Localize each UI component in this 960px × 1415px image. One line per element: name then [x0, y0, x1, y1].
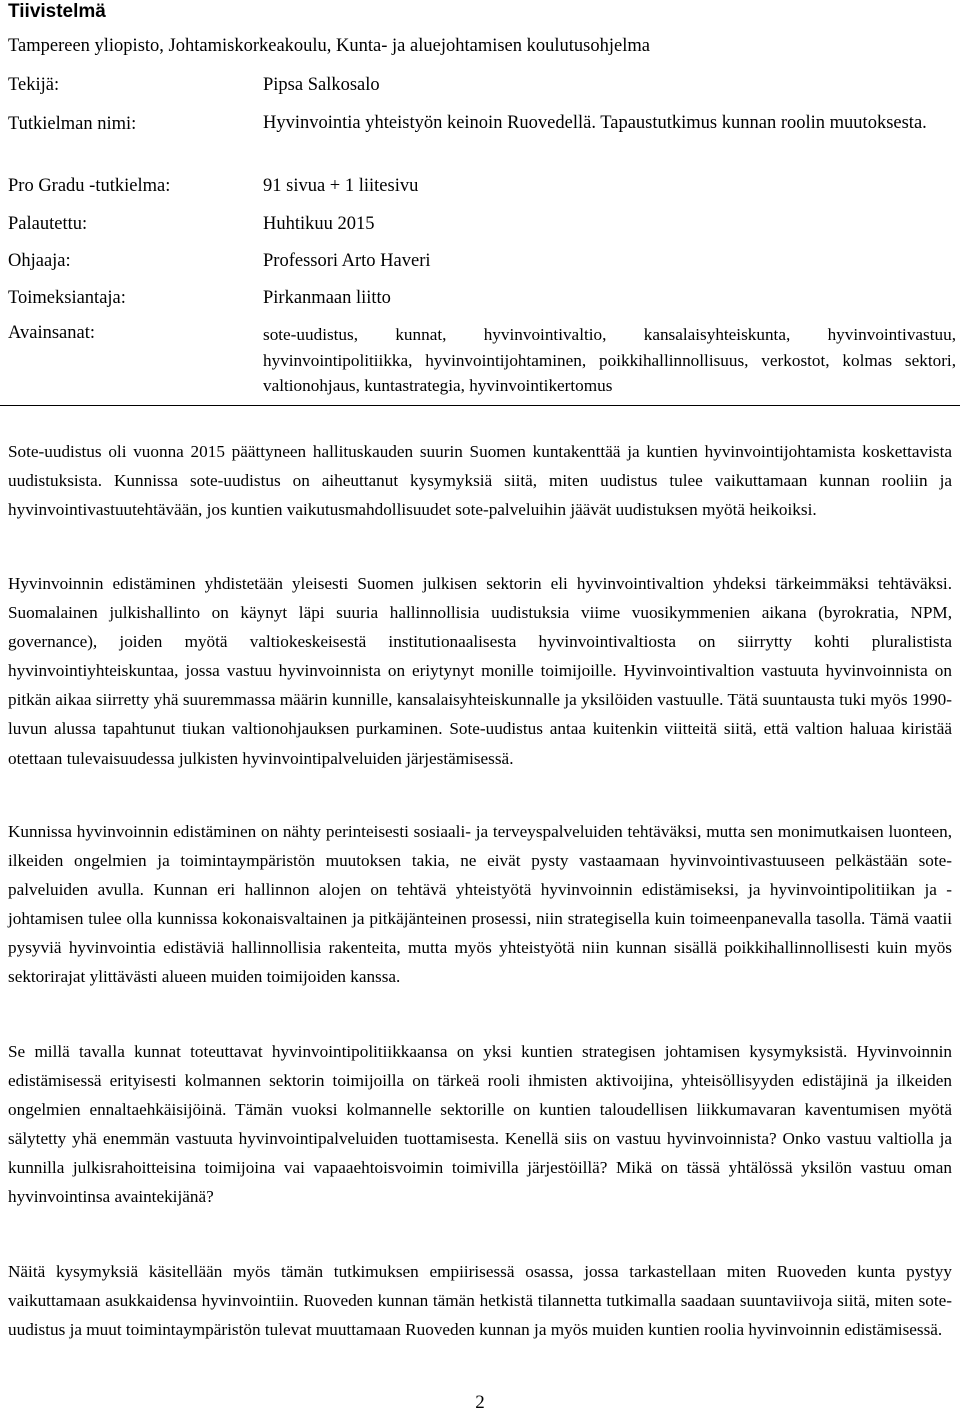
thesis-name-label: Tutkielman nimi:	[8, 114, 137, 134]
type-label: Pro Gradu -tutkielma:	[8, 176, 171, 196]
keywords-value: sote-uudistus, kunnat, hyvinvointivaltio, kansalaisyhteiskunta, hyvinvointivastuu, hyvinvointipolitiikka, hyvinvointijohtaminen, poikkihallinnollisuus, verkostot, kolmas sektori, valtionohjaus, kuntastrategia, hyvinvointikertomus	[263, 325, 956, 395]
paragraph-2: Hyvinvoinnin edistäminen yhdistetään yleisesti Suomen julkisen sektorin eli hyvinvointivaltion yhdeksi tärkeimmäksi tehtäväksi. Suomalainen julkishallinto on käynyt läpi suuria hallinnollisia uudistuksia viime vuosikymmenien aikana (byrokratia, NPM, governance), joiden myötä valtiokeskeisestä institutionaalisesta hyvinvointivaltiosta on siirrytty kohti pluralistista hyvinvointiyhteiskuntaa, jossa vastuu hyvinvoinnista on eriytynyt monille toimijoille. Hyvinvointivaltion vastuuta hyvinvoinnista on pitkän aikaa siirretty yhä suuremmassa määrin kunnille, kansalaisyhteiskunnalle ja yksilöiden vastuulle. Tätä suuntausta tuki myös 1990-luvun alussa tapahtunut tiukan valtionohjauksen purkaminen. Sote-uudistus antaa kuitenkin viitteitä siitä, että valtion haluaa kiristää otettaan tulevaisuudessa julkisten hyvinvointipalveluiden järjestämisessä.	[8, 574, 952, 768]
thesis-name-value: Hyvinvointia yhteistyön keinoin Ruovedellä. Tapaustutkimus kunnan roolin muutoksesta.	[263, 113, 927, 133]
supervisor-label: Ohjaaja:	[8, 251, 71, 271]
divider	[0, 405, 960, 406]
page-title: Tiivistelmä	[8, 1, 106, 22]
paragraph-3: Kunnissa hyvinvoinnin edistäminen on nähty perinteisesti sosiaali- ja terveyspalveluiden tehtäväksi, mutta sen monimutkaisen luonteen, ilkeiden ongelmien ja toimintaympäristön muutoksen takia, ne eivät pysty vastaamaan hyvinvointivastuuseen pelkästään sote-palveluiden avulla. Kunnan eri hallinnon alojen on tehtävä yhteistyötä hyvinvoinnin edistämiseksi, ja hyvinvointipolitiikan ja -johtamisen tulee olla kunnissa kokonaisvaltainen ja pitkäjänteinen prosessi, niin strategisella kuin toimeenpanevalla tasolla. Tämä vaatii pysyviä hyvinvointia edistäviä hallinnollisia rakenteita, mutta myös yhteistyötä niin kunnan sisällä poikkihallinnollisesti kuin myös sektorirajat ylittävästi alueen muiden toimijoiden kanssa.	[8, 822, 952, 987]
supervisor-value: Professori Arto Haveri	[263, 251, 431, 271]
author-label: Tekijä:	[8, 75, 60, 95]
author-value: Pipsa Salkosalo	[263, 75, 380, 95]
paragraph-5: Näitä kysymyksiä käsitellään myös tämän tutkimuksen empiirisessä osassa, jossa tarkastellaan miten Ruoveden kunta pystyy vaikuttamaan asukkaidensa hyvinvointiin. Ruoveden kunnan tämän hetkistä tilannetta tutkimalla saadaan suuntaviivoja siitä, miten sote-uudistus ja muut toimintaympäristön tulevat muuttamaan Ruoveden kunnan ja myös muiden kuntien roolia hyvinvoinnin edistämisessä.	[8, 1262, 952, 1340]
page-number: 2	[475, 1392, 485, 1413]
keywords-label: Avainsanat:	[8, 323, 95, 343]
type-value: 91 sivua + 1 liitesivu	[263, 176, 419, 196]
returned-label: Palautettu:	[8, 214, 88, 234]
paragraph-1: Sote-uudistus oli vuonna 2015 päättyneen hallituskauden suurin Suomen kuntakenttää ja kuntien hyvinvointijohtamista koskettavista uudistuksista. Kunnissa sote-uudistus on aiheuttanut kysymyksiä siitä, miten uudistus tulee vaikuttamaan kunnan rooliin ja hyvinvointivastuutehtävään, jos kuntien vaikutusmahdollisuudet sote-palveluihin jäävät uudistuksen myötä heikoiksi.	[8, 442, 952, 520]
commissioner-label: Toimeksiantaja:	[8, 288, 126, 308]
paragraph-4: Se millä tavalla kunnat toteuttavat hyvinvointipolitiikkaansa on yksi kuntien strategisen johtamisen kysymyksistä. Hyvinvoinnin edistämisessä erityisesti kolmannen sektorin toimijoilla on tärkeä rooli ihmisten aktivoijina, yhteisöllisyyden edistäjinä ja ilkeiden ongelmien ennaltaehkäisijöinä. Tämän vuoksi kolmannelle sektorille on kuntien taloudellisen liikkumavaran kaventumisen myötä sälytetty yhä enemmän vastuuta hyvinvointipalveluiden tuottamisesta. Kenellä siis on vastuu hyvinvoinnista? Onko vastuu valtiolla ja kunnilla julkisrahoitteisina toimijoina vai vapaaehtoisvoimin toimivilla järjestöillä? Mikä on tässä yhtälössä yksilön vastuu oman hyvinvointinsa avaintekijänä?	[8, 1042, 952, 1207]
commissioner-value: Pirkanmaan liitto	[263, 288, 391, 308]
program-line: Tampereen yliopisto, Johtamiskorkeakoulu, Kunta- ja aluejohtamisen koulutusohjelma	[8, 36, 650, 56]
returned-value: Huhtikuu 2015	[263, 214, 375, 234]
